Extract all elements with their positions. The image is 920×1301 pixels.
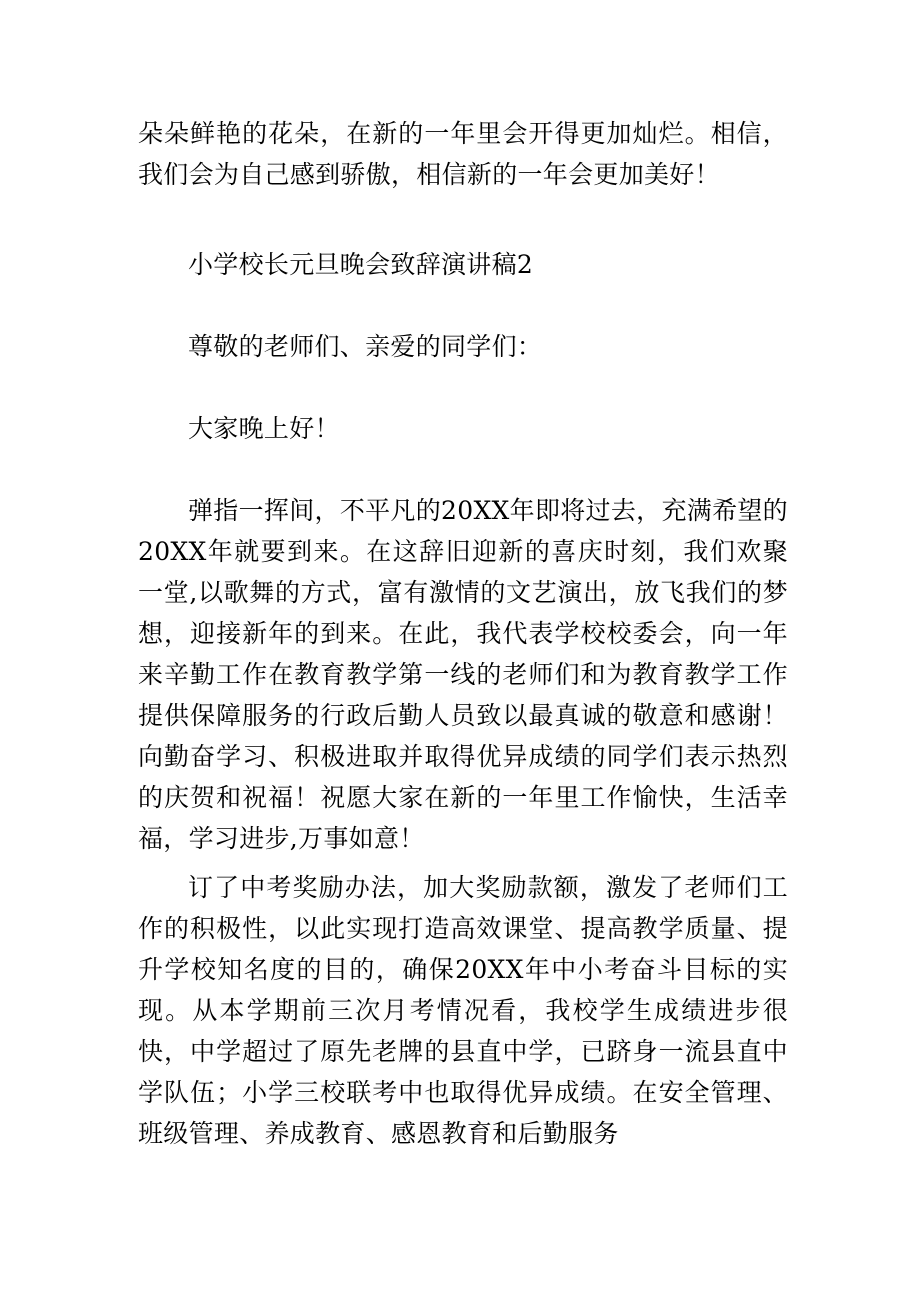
paragraph-achievements: 订了中考奖励办法，加大奖励款额，激发了老师们工作的积极性，以此实现打造高效课堂、提高教学质量、提升学校知名度的目的，确保20XX年中小考奋斗目标的实现。从本学期前三次月考情况看，我校学生成绩进步很快，中学超过了原先老牌的县直中学，已跻身一流县直中学队伍；小学三校联考中也取得优异成绩。在安全管理、班级管理、养成教育、感恩教育和后勤服务 (138, 873, 788, 1148)
section-title: 小学校长元旦晚会致辞演讲稿2 (188, 250, 534, 279)
greeting: 大家晚上好！ (188, 414, 340, 443)
paragraph-closing: 朵朵鲜艳的花朵，在新的一年里会开得更加灿烂。相信，我们会为自己感到骄傲，相信新的一年会更加美好！ (138, 119, 788, 189)
salutation: 尊敬的老师们、亲爱的同学们： (188, 332, 543, 361)
paragraph-new-year: 弹指一挥间，不平凡的20XX年即将过去，充满希望的20XX年就要到来。在这辞旧迎新的喜庆时刻，我们欢聚一堂,以歌舞的方式，富有激情的文艺演出，放飞我们的梦想，迎接新年的到来。在此，我代表学校校委会，向一年来辛勤工作在教育教学第一线的老师们和为教育教学工作提供保障服务的行政后勤人员致以最真诚的敬意和感谢！向勤奋学习、积极进取并取得优异成绩的同学们表示热烈的庆贺和祝福！祝愿大家在新的一年里工作愉快，生活幸福，学习进步,万事如意！ (138, 496, 788, 853)
